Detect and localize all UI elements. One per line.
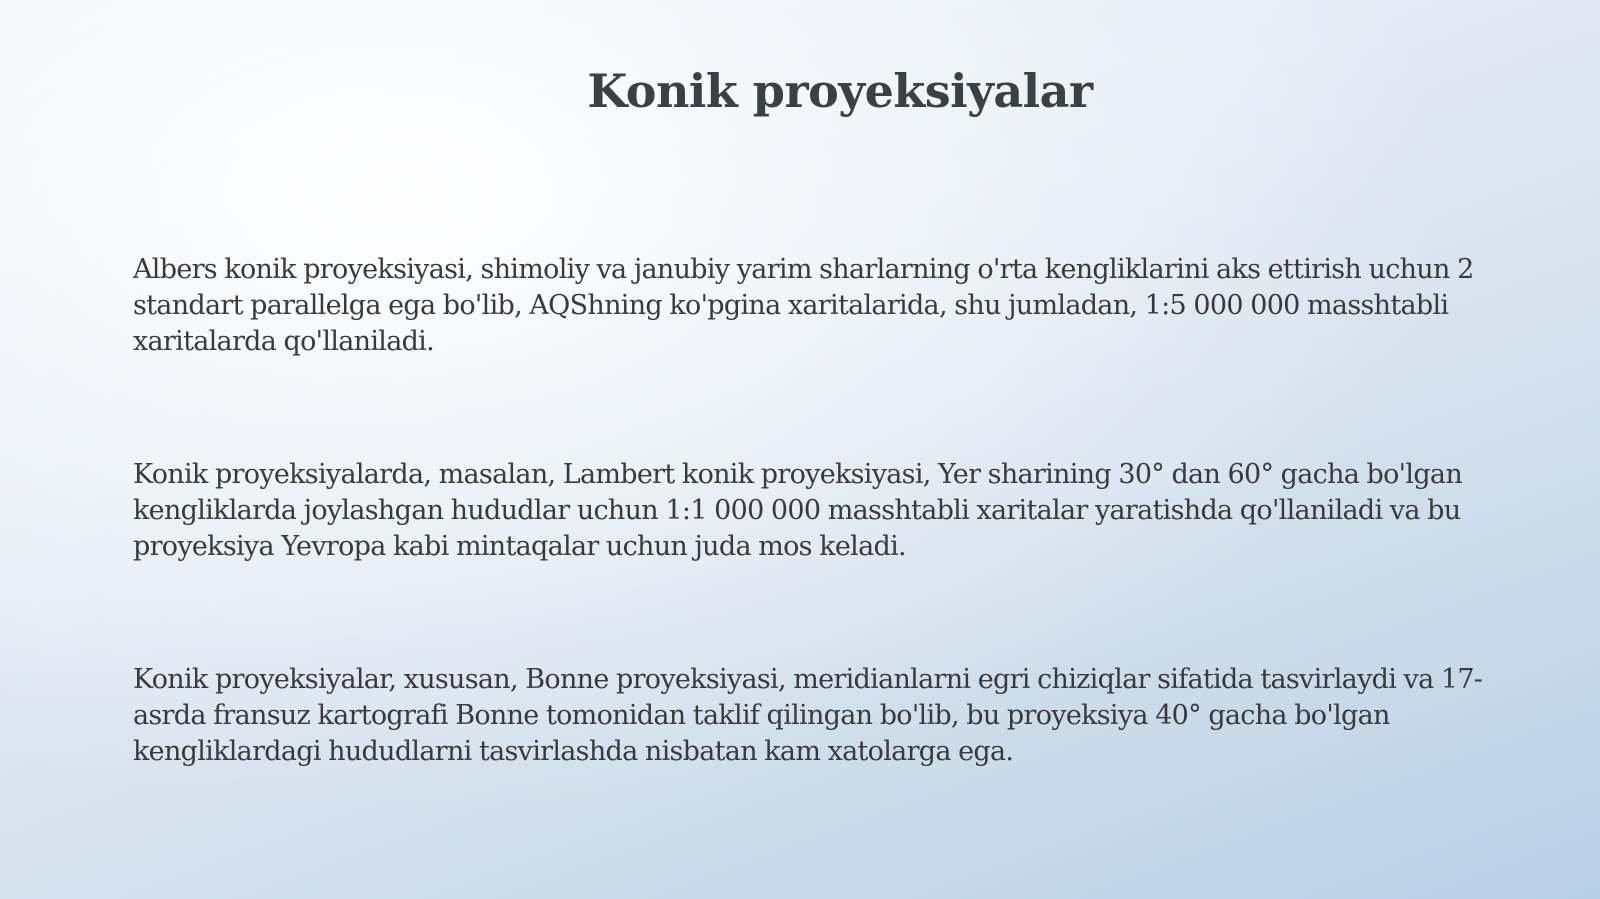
paragraph-lambert: Konik proyeksiyalarda, masalan, Lambert konik proyeksiyasi, Yer sharining 30° dan 60° gacha bo'lgan kengliklarda joylashgan hududlar uchun 1:1 000 000 masshtabli xaritalar yaratishda qo'llaniladi va bu proyeksiya Yevropa kabi mintaqalar uchun juda mos keladi. xyxy=(133,459,1463,562)
paragraph-albers: Albers konik proyeksiyasi, shimoliy va janubiy yarim sharlarning o'rta kengliklarini aks ettirish uchun 2 standart parallelga ega bo'lib, AQShning ko'pgina xaritalarida, shu jumladan, 1:5 000 000 masshtabli xaritalarda qo'llaniladi. xyxy=(133,254,1474,357)
paragraph-bonne: Konik proyeksiyalar, xususan, Bonne proyeksiyasi, meridianlarni egri chiziqlar sifatida tasvirlaydi va 17-asrda fransuz kartografi Bonne tomonidan taklif qilingan bo'lib, bu proyeksiya 40° gacha bo'lgan kengliklardagi hududlarni tasvirlashda nisbatan kam xatolarga ega. xyxy=(133,664,1483,767)
slide-title: Konik proyeksiyalar xyxy=(587,64,1093,118)
